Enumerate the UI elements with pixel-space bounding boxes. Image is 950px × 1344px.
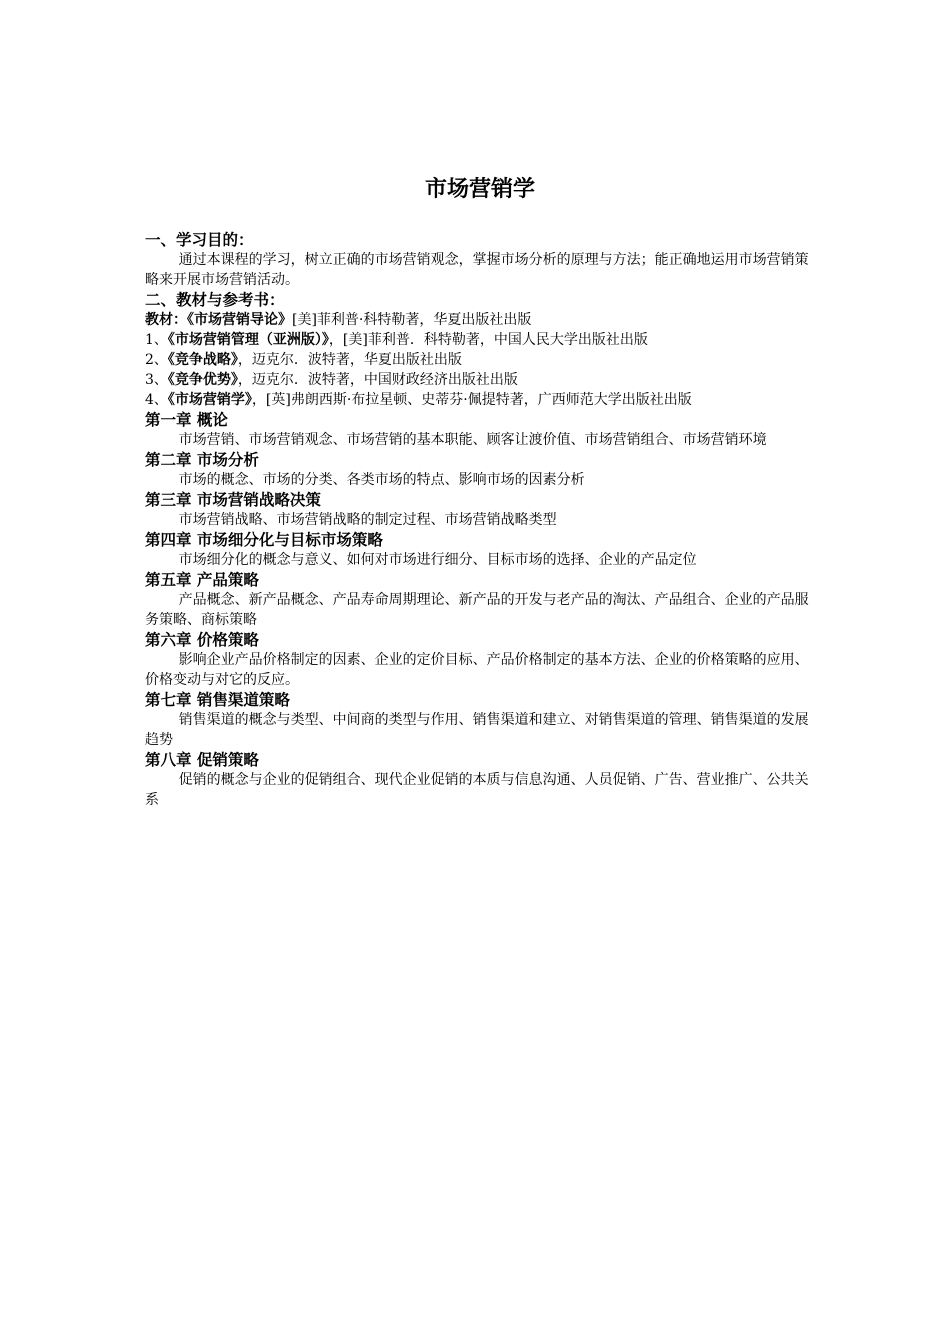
reference-item [145,350,815,370]
chapter-heading-8: 第八章 促销策略 [145,751,259,769]
chapter-text-7: 销售渠道的概念与类型、中间商的类型与作用、销售渠道和建立、对销售渠道的管理、销售渠道的发展趋势 [145,712,809,748]
reference-number: 4、 [145,392,168,408]
section-heading-books: 二、教材与参考书： [145,291,285,309]
reference-title: 《市场营销学》 [167,392,252,408]
section-text-purpose: 通过本课程的学习，树立正确的市场营销观念，掌握市场分析的原理与方法；能正确地运用市场营销策略来开展市场营销活动。 [145,252,809,288]
chapter-heading-6: 第六章 价格策略 [145,631,259,649]
chapter-text-5: 产品概念、新产品概念、产品寿命周期理论、新产品的开发与老产品的淘汰、产品组合、企业的产品服务策略、商标策略 [145,592,809,628]
reference-number: 3、 [145,372,168,388]
textbook-title: 《市场营销导论》 [187,312,292,328]
section-heading-purpose: 一、学习目的： [145,231,254,249]
chapter-text-3: 市场营销战略、市场营销战略的制定过程、市场营销战略类型 [178,512,557,528]
chapter-heading-2: 第二章 市场分析 [145,451,259,469]
document-title: 市场营销学 [424,177,535,202]
reference-title: 《竞争优势》 [167,372,238,388]
textbook-prefix: 教材： [145,312,187,328]
reference-detail: ，迈克尔．波特著，华夏出版社出版 [237,352,462,368]
chapter-text-1: 市场营销、市场营销观念、市场营销的基本职能、顾客让渡价值、市场营销组合、市场营销环境 [178,432,767,448]
chapter-heading-5: 第五章 产品策略 [145,571,259,589]
document-page [145,172,815,810]
reference-detail: ，[英]弗朗西斯·布拉星顿、史蒂芬·佩提特著，广西师范大学出版社出版 [251,392,692,408]
reference-number: 2、 [145,352,168,368]
textbook-line [145,310,815,330]
reference-number: 1、 [145,332,168,348]
chapter-heading-4: 第四章 市场细分化与目标市场策略 [145,531,383,549]
chapter-heading-3: 第三章 市场营销战略决策 [145,491,321,509]
reference-item [145,390,815,410]
textbook-detail: [美]菲利普·科特勒著，华夏出版社出版 [292,312,532,328]
chapter-heading-1: 第一章 概论 [145,411,228,429]
reference-item [145,370,815,390]
chapter-text-8: 促销的概念与企业的促销组合、现代企业促销的本质与信息沟通、人员促销、广告、营业推广、公共关系 [145,772,809,808]
chapter-text-6: 影响企业产品价格制定的因素、企业的定价目标、产品价格制定的基本方法、企业的价格策略的应用、价格变动与对它的反应。 [145,652,809,688]
chapter-heading-7: 第七章 销售渠道策略 [145,691,290,709]
reference-detail: ，迈克尔．波特著，中国财政经济出版社出版 [237,372,518,388]
reference-title: 《竞争战略》 [167,352,238,368]
reference-title: 《市场营销管理（亚洲版）》 [167,332,329,348]
chapter-text-2: 市场的概念、市场的分类、各类市场的特点、影响市场的因素分析 [178,472,585,488]
reference-detail: ，[美]菲利普．科特勒著，中国人民大学出版社出版 [328,332,648,348]
reference-item [145,330,815,350]
chapter-text-4: 市场细分化的概念与意义、如何对市场进行细分、目标市场的选择、企业的产品定位 [178,552,697,568]
